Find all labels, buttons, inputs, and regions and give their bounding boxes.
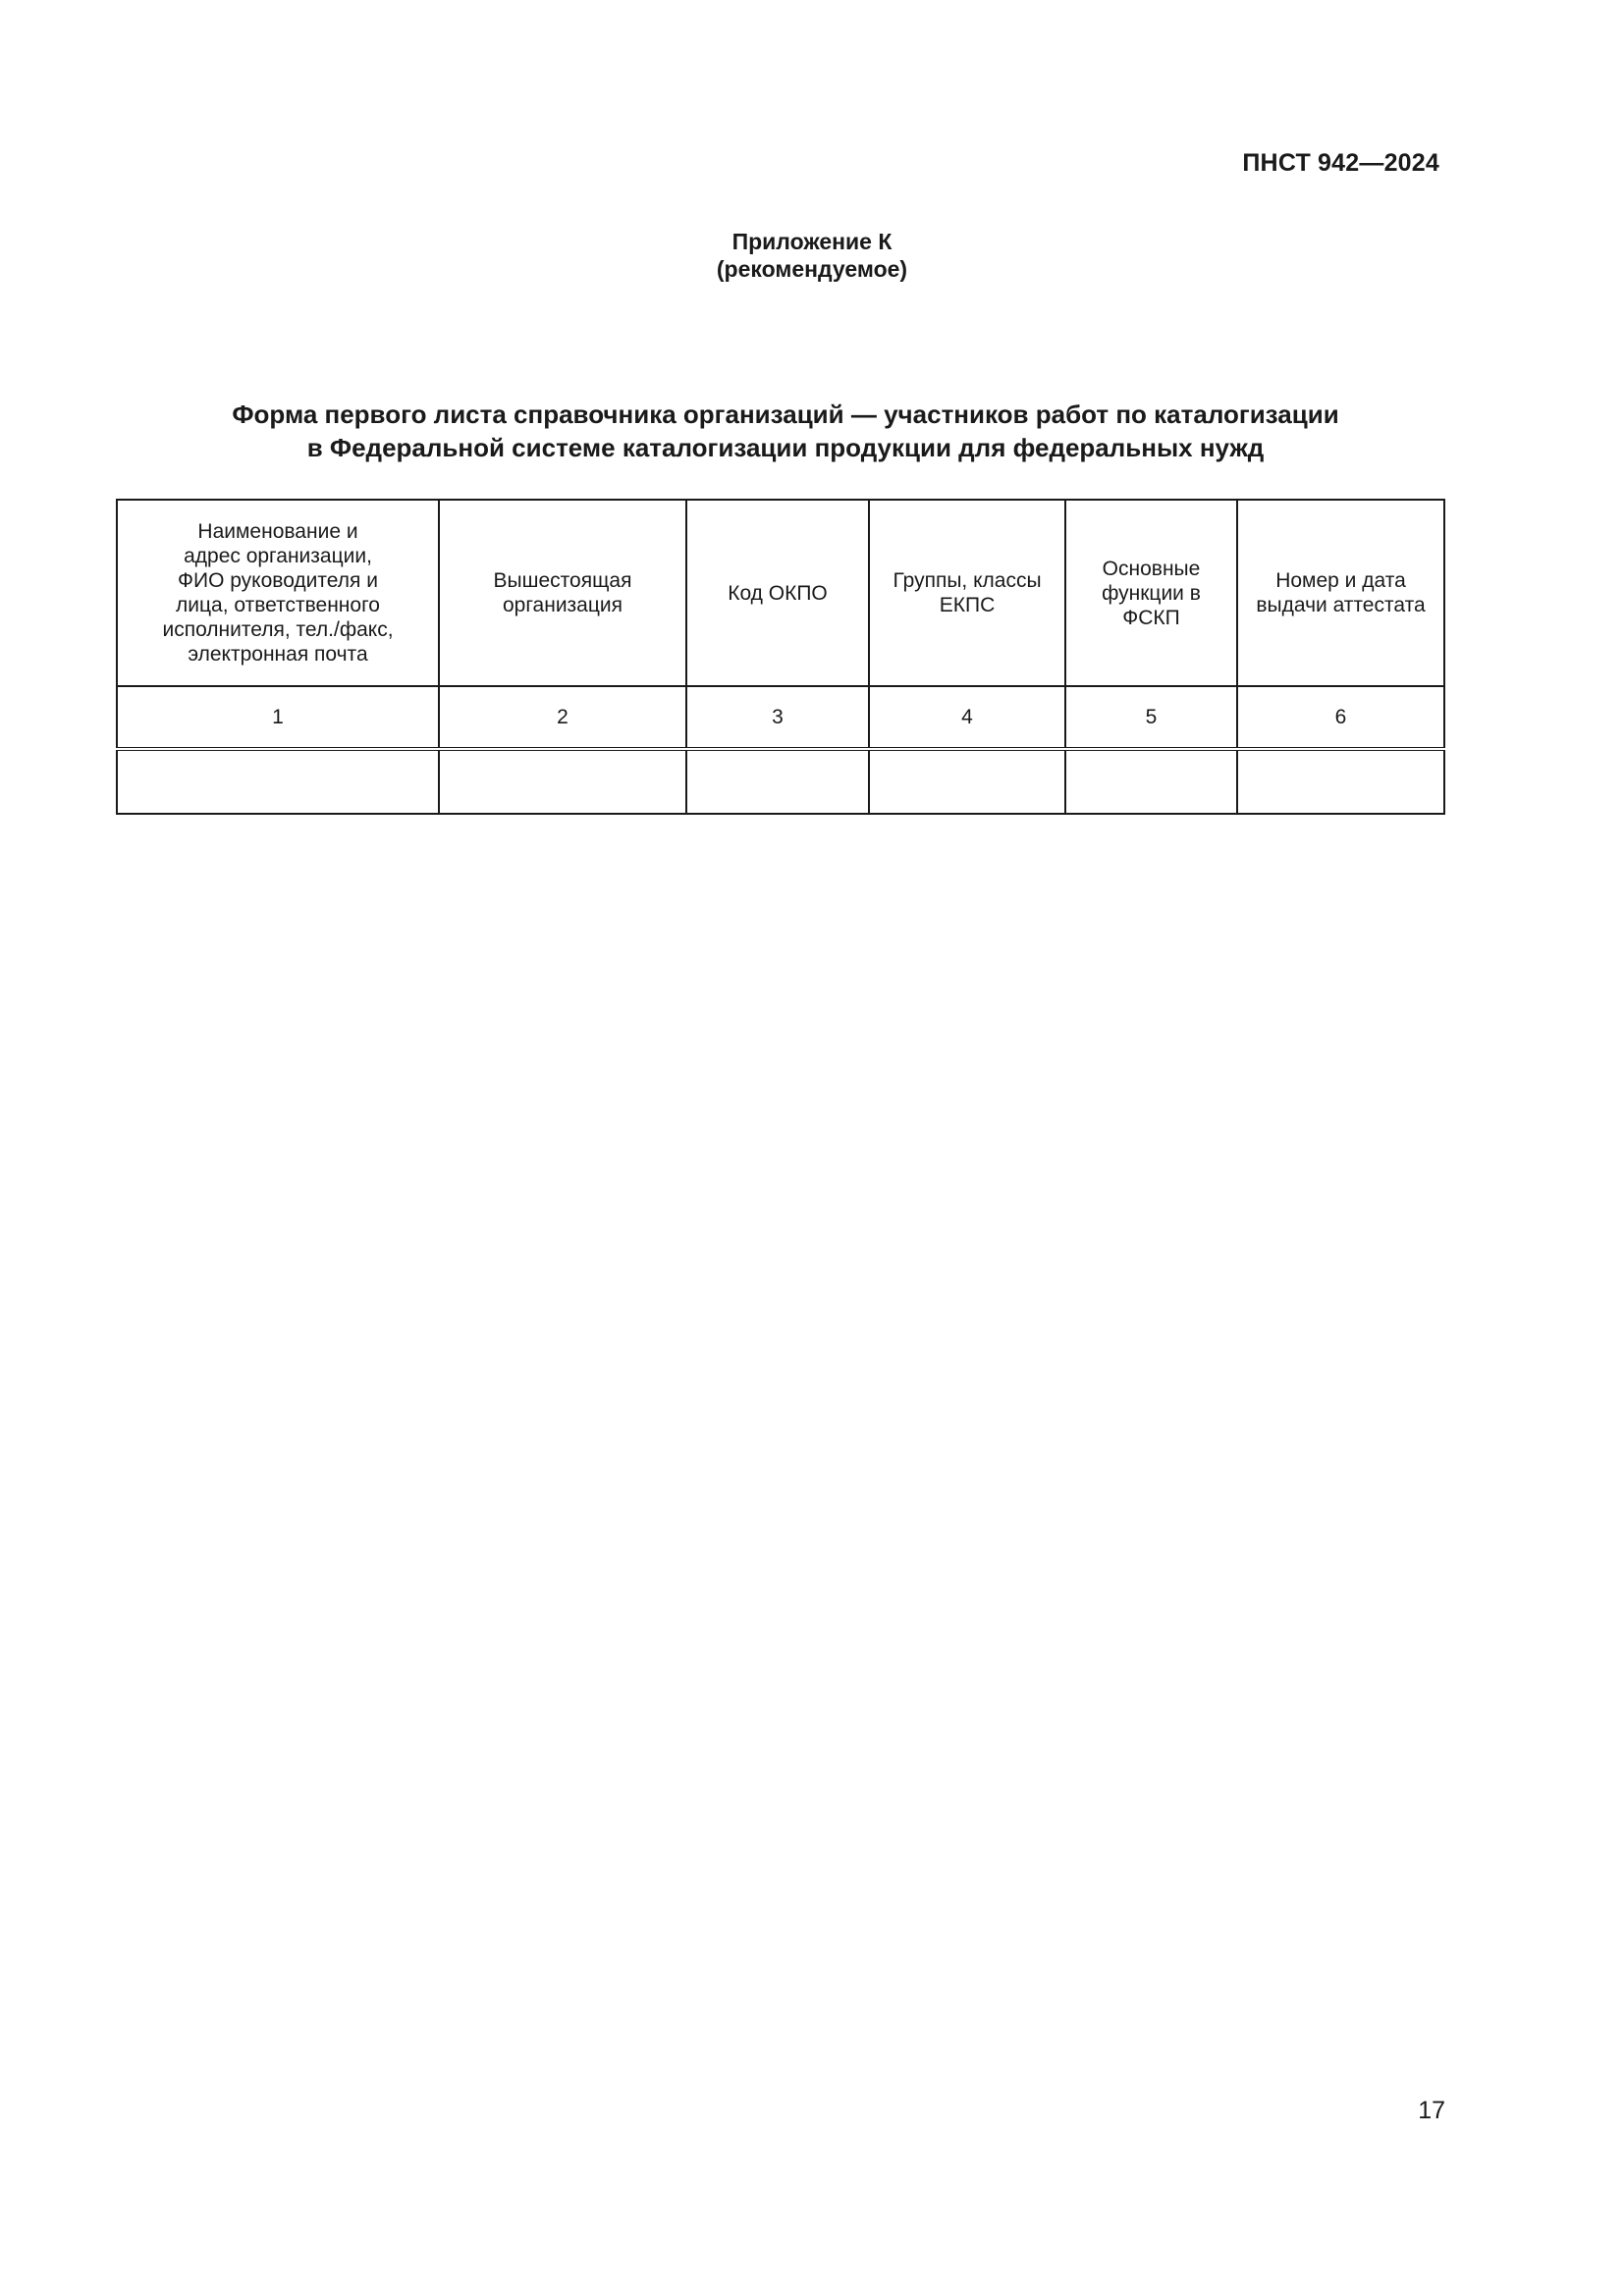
header-line: Наименование и xyxy=(197,520,358,543)
header-line: лица, ответственного xyxy=(176,594,380,616)
form-title-line-1: Форма первого листа справочника организаций — участников работ по каталогизации xyxy=(232,400,1339,429)
header-line: Код ОКПО xyxy=(728,581,828,605)
empty-data-row xyxy=(117,749,1444,814)
catalog-form-table xyxy=(116,499,1445,815)
column-number: 5 xyxy=(1065,686,1237,749)
header-line: ФИО руководителя и xyxy=(178,569,378,592)
header-line: функции в xyxy=(1102,581,1201,605)
annex-subtitle: (рекомендуемое) xyxy=(716,256,908,282)
annex-heading xyxy=(0,228,1624,283)
header-line: Вышестоящая xyxy=(493,569,632,592)
header-cell-okpo-code xyxy=(686,500,869,686)
header-cell-fskp-functions xyxy=(1065,500,1237,686)
column-number: 4 xyxy=(869,686,1065,749)
header-line: ФСКП xyxy=(1122,606,1180,629)
empty-cell xyxy=(439,749,686,814)
empty-cell xyxy=(1065,749,1237,814)
empty-cell xyxy=(117,749,439,814)
page-number: 17 xyxy=(1418,2097,1445,2124)
column-number: 3 xyxy=(686,686,869,749)
form-title-line-2: в Федеральной системе каталогизации продукции для федеральных нужд xyxy=(306,433,1265,462)
header-line: электронная почта xyxy=(188,643,368,666)
header-cell-parent-organization xyxy=(439,500,686,686)
column-number: 1 xyxy=(117,686,439,749)
header-cell-ekps-groups xyxy=(869,500,1065,686)
form-title xyxy=(0,398,1571,464)
column-number: 2 xyxy=(439,686,686,749)
header-line: Основные xyxy=(1102,557,1201,580)
header-line: организация xyxy=(502,594,623,616)
empty-cell xyxy=(1237,749,1444,814)
header-line: выдачи аттестата xyxy=(1256,594,1426,616)
header-line: адрес организации, xyxy=(184,545,372,567)
document-code: ПНСТ 942—2024 xyxy=(1242,149,1439,177)
header-line: Номер и дата xyxy=(1275,569,1406,592)
header-line: ЕКПС xyxy=(939,594,996,616)
header-line: Группы, классы xyxy=(893,569,1042,592)
table-header-row xyxy=(117,500,1444,686)
header-cell-certificate xyxy=(1237,500,1444,686)
column-number-row xyxy=(117,686,1444,749)
header-line: исполнителя, тел./факс, xyxy=(162,618,394,641)
empty-cell xyxy=(686,749,869,814)
column-number: 6 xyxy=(1237,686,1444,749)
empty-cell xyxy=(869,749,1065,814)
annex-title: Приложение К xyxy=(731,229,893,254)
header-cell-organization xyxy=(117,500,439,686)
